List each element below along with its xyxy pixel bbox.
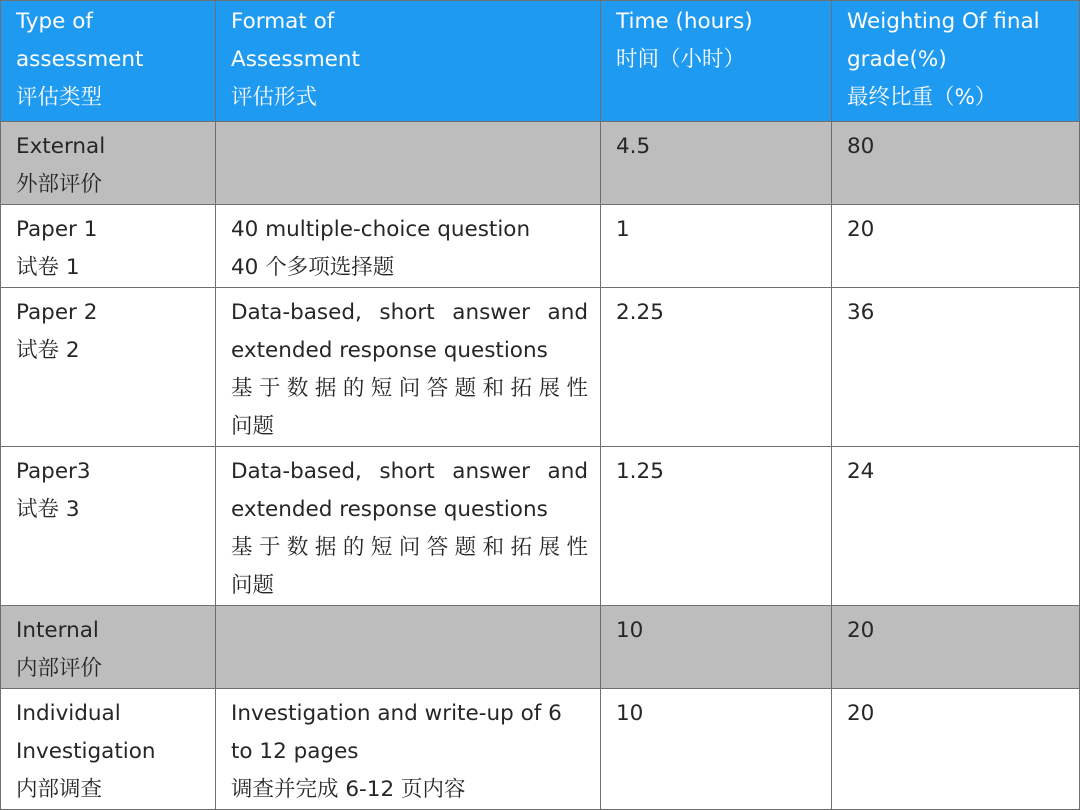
cell-type-line: 外部评价 (16, 172, 103, 197)
cell-type-line: Paper 2 (16, 300, 98, 325)
cell-time (601, 122, 832, 205)
cell-time-value: 10 (616, 701, 644, 726)
header-weight-line-2: grade(%) (847, 47, 947, 72)
cell-type (1, 288, 216, 447)
cell-type-line: 试卷 3 (16, 497, 80, 522)
header-type-line-2: assessment (16, 47, 144, 72)
cell-format-line: to 12 pages (231, 739, 359, 764)
cell-type (1, 689, 216, 810)
cell-time-value: 1.25 (616, 459, 664, 484)
cell-time-value: 10 (616, 618, 644, 643)
header-row (1, 1, 1080, 122)
header-type-line-1: Type of (16, 9, 93, 34)
cell-type (1, 447, 216, 606)
cell-weight-value: 20 (847, 618, 875, 643)
cell-format (216, 606, 601, 689)
header-type-line-3: 评估类型 (16, 85, 103, 110)
cell-weight (832, 205, 1080, 288)
cell-time (601, 689, 832, 810)
cell-format-line: Investigation and write-up of 6 (231, 701, 562, 726)
cell-time-value: 4.5 (616, 134, 651, 159)
header-weight-line-3: 最终比重（%） (847, 85, 997, 110)
cell-type-line: Paper 1 (16, 217, 98, 242)
cell-type (1, 606, 216, 689)
cell-type-line: 试卷 1 (16, 255, 80, 280)
table-row (1, 205, 1080, 288)
cell-format-line: 问题 (231, 573, 275, 598)
cell-time (601, 447, 832, 606)
section-row (1, 606, 1080, 689)
cell-time (601, 288, 832, 447)
header-weighting (832, 1, 1080, 122)
cell-format-line: extended response questions (231, 497, 548, 522)
cell-weight-value: 24 (847, 459, 875, 484)
cell-format-line: 基于数据的短问答题和拓展性 (231, 376, 588, 401)
cell-weight (832, 447, 1080, 606)
cell-format-line: 40 个多项选择题 (231, 255, 395, 280)
cell-format (216, 122, 601, 205)
section-row (1, 122, 1080, 205)
cell-format-line: Data-based, short answer and (231, 300, 588, 325)
cell-time-value: 1 (616, 217, 630, 242)
cell-type-line: 试卷 2 (16, 338, 80, 363)
table-row (1, 288, 1080, 447)
cell-format-line: extended response questions (231, 338, 548, 363)
cell-format-line: Data-based, short answer and (231, 459, 588, 484)
cell-type-line: Individual (16, 701, 121, 726)
header-time-hours (601, 1, 832, 122)
header-format-of-assessment (216, 1, 601, 122)
cell-type-line: Investigation (16, 739, 156, 764)
header-type-of-assessment (1, 1, 216, 122)
cell-type (1, 205, 216, 288)
cell-format (216, 205, 601, 288)
cell-type-line: Paper3 (16, 459, 91, 484)
table-row (1, 689, 1080, 810)
cell-weight (832, 689, 1080, 810)
cell-weight-value: 36 (847, 300, 875, 325)
cell-format (216, 288, 601, 447)
cell-format-line: 40 multiple-choice question (231, 217, 531, 242)
cell-time (601, 205, 832, 288)
table-row (1, 447, 1080, 606)
cell-weight (832, 288, 1080, 447)
header-format-line-2: Assessment (231, 47, 360, 72)
cell-weight (832, 606, 1080, 689)
cell-type-line: External (16, 134, 106, 159)
cell-weight-value: 80 (847, 134, 875, 159)
header-format-line-1: Format of (231, 9, 335, 34)
assessment-table-body (1, 1, 1080, 810)
header-time-line-2: 时间（小时） (616, 47, 746, 72)
cell-weight-value: 20 (847, 701, 875, 726)
cell-type-line: 内部评价 (16, 656, 103, 681)
cell-type (1, 122, 216, 205)
cell-format (216, 689, 601, 810)
header-format-line-3: 评估形式 (231, 85, 318, 110)
cell-type-line: Internal (16, 618, 99, 643)
cell-format-line: 基于数据的短问答题和拓展性 (231, 535, 588, 560)
cell-format (216, 447, 601, 606)
cell-time-value: 2.25 (616, 300, 664, 325)
header-weight-line-1: Weighting Of final (847, 9, 1040, 34)
header-time-line-1: Time (hours) (616, 9, 753, 34)
cell-weight-value: 20 (847, 217, 875, 242)
cell-type-line: 内部调查 (16, 777, 103, 802)
cell-format-line: 调查并完成 6-12 页内容 (231, 777, 466, 802)
cell-weight (832, 122, 1080, 205)
cell-format-line: 问题 (231, 414, 275, 439)
cell-time (601, 606, 832, 689)
